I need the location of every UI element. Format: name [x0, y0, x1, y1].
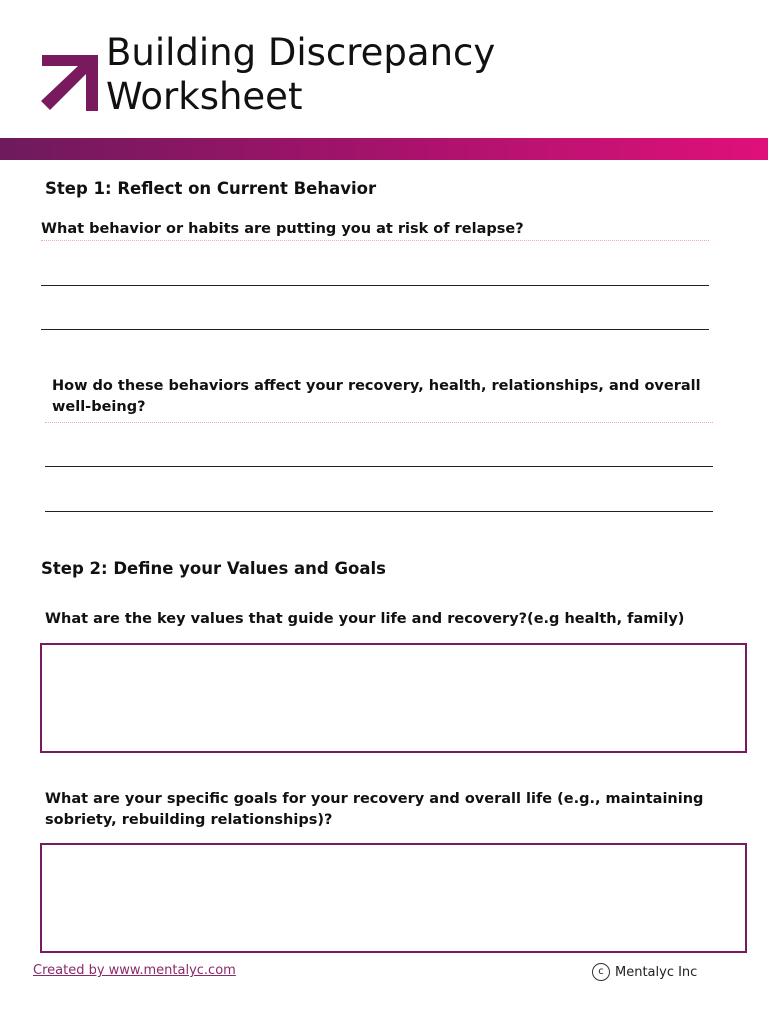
step2-question-2: What are your specific goals for your recovery and overall life (e.g., maintaining sobriety, rebuilding relationships)?: [45, 791, 704, 828]
footer-brand: [592, 963, 697, 981]
title-line-1: Building Discrepancy: [106, 31, 496, 74]
title-line-2: Worksheet: [106, 75, 303, 118]
page-title: [106, 31, 495, 119]
answer-line[interactable]: [41, 285, 709, 286]
created-by-link[interactable]: Created by www.mentalyc.com: [33, 963, 236, 978]
step1-question-2: How do these behaviors affect your recovery, health, relationships, and overall well-being?: [52, 378, 701, 415]
copyright-icon: c: [592, 963, 610, 981]
answer-line[interactable]: [41, 329, 709, 330]
values-answer-box[interactable]: [40, 643, 747, 753]
divider-dotted: [45, 422, 713, 423]
arrow-up-right-icon: [40, 55, 100, 111]
step2-question-1: What are the key values that guide your life and recovery?(e.g health, family): [45, 611, 685, 627]
goals-answer-box[interactable]: [40, 843, 747, 953]
divider-dotted: [41, 240, 709, 241]
brand-name: Mentalyc Inc: [615, 964, 698, 980]
step2-heading: Step 2: Define your Values and Goals: [41, 559, 386, 578]
answer-line[interactable]: [45, 511, 713, 512]
header-accent-bar: [0, 138, 768, 160]
answer-line[interactable]: [45, 466, 713, 467]
step1-question-1: What behavior or habits are putting you at risk of relapse?: [41, 221, 524, 237]
step1-heading: Step 1: Reflect on Current Behavior: [45, 179, 377, 198]
